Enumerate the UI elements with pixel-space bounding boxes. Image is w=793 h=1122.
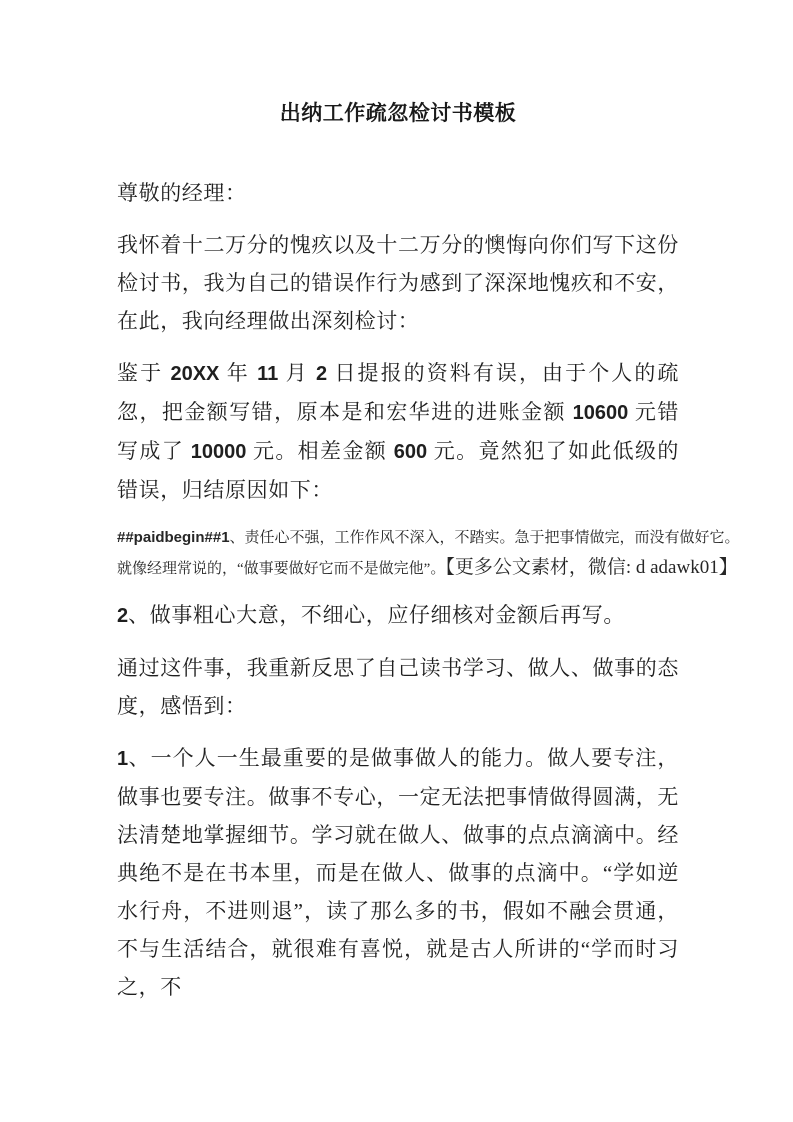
paragraph-reflection-1: [117, 739, 679, 1006]
reflection-1-number: 1: [117, 748, 129, 770]
amount-correct: 10600: [572, 402, 629, 424]
promo-wechat-handle: d adawk01: [631, 557, 719, 578]
incident-mid-1: 元错写成了: [117, 400, 679, 463]
reflection-1-text: 、一个人一生最重要的是做事做人的能力。做人要专注，做事也要专注。做事不专心，一定无法把事情做得圆满，无法清楚地掌握细节。学习就在做人、做事的点点滴滴中。经典绝不是在书本里，而是在做人、做事的点滴中。“学如逆水行舟，不进则退”，读了那么多的书，假如不融会贯通，不与生活结合，就很难有喜悦，就是古人所讲的“学而时习之，不: [117, 746, 679, 999]
paragraph-cause-2: [117, 596, 679, 635]
inserted-note-line-1: [117, 523, 740, 553]
amount-difference: 600: [393, 441, 428, 463]
incident-year: 20XX: [170, 363, 220, 385]
amount-wrong: 10000: [190, 441, 247, 463]
incident-month-unit: 月: [278, 361, 316, 385]
inserted-note-text-1: 、责任心不强，工作作风不深入，不踏实。急于把事情做完，而没有做好它。: [229, 530, 740, 546]
inserted-note-text-2: 就像经理常说的，“做事要做好它而不是做完他”。: [117, 561, 446, 577]
inserted-note-block: [117, 523, 740, 584]
incident-year-unit: 年: [219, 361, 258, 385]
paragraph-apology: 我怀着十二万分的愧疚以及十二万分的懊悔向你们写下这份检讨书，我为自己的错误作行为感到了深深地愧疚和不安，在此，我向经理做出深刻检讨：: [117, 233, 679, 333]
page-title: 出纳工作疏忽检讨书模板: [279, 101, 517, 125]
cause-2-text: 、做事粗心大意，不细心，应仔细核对金额后再写。: [128, 603, 625, 627]
incident-prefix: 鉴于: [117, 361, 171, 385]
incident-month: 11: [257, 363, 279, 385]
incident-day-unit: 日提报的资料有误，由于个人的疏忽，把金额写错，原本是和宏华进的进账金额: [117, 361, 679, 424]
promo-open-bracket: 【更多公文素材，微信:: [445, 557, 632, 578]
paragraph-incident: [117, 354, 679, 509]
salutation: 尊敬的经理：: [117, 181, 247, 205]
incident-suffix: 元。竟然犯了如此低级的错误，归结原因如下：: [117, 439, 679, 502]
cause-2-number: 2: [117, 605, 129, 627]
incident-mid-2: 元。相差金额: [246, 439, 394, 463]
inserted-note-line-2: [117, 553, 738, 584]
incident-day: 2: [316, 363, 328, 385]
promo-close-bracket: 】: [718, 557, 738, 578]
paragraph-reflection-intro: 通过这件事，我重新反思了自己读书学习、做人、做事的态度，感悟到：: [117, 656, 679, 718]
document-body: [117, 96, 740, 1006]
paid-marker: ##paidbegin##1: [117, 529, 230, 546]
